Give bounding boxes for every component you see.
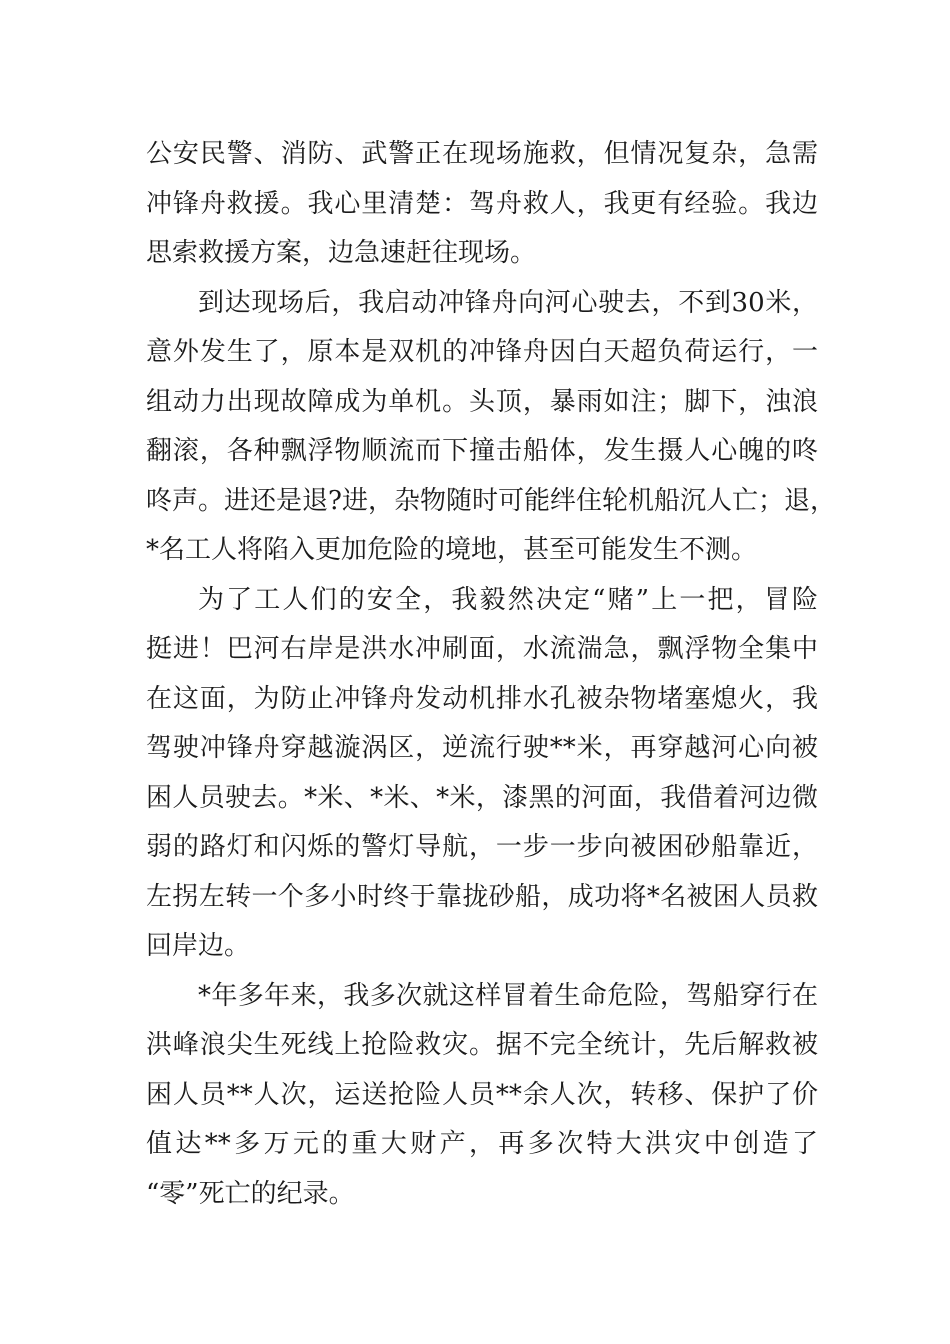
text-line: 困人员**人次，运送抢险人员**余人次，转移、保护了价 (146, 1079, 818, 1110)
text-line: 为了工人们的安全，我毅然决定“赌”上一把，冒险 (198, 584, 818, 615)
text-line: 在这面，为防止冲锋舟发动机排水孔被杂物堵塞熄火，我 (146, 683, 818, 714)
text-line: *年多年来，我多次就这样冒着生命危险，驾船穿行在 (198, 980, 818, 1011)
text-line: 冲锋舟救援。我心里清楚：驾舟救人，我更有经验。我边 (146, 188, 818, 219)
text-line: 翻滚，各种飘浮物顺流而下撞击船体，发生摄人心魄的咚 (146, 436, 818, 466)
text-line: 困人员驶去。*米、*米、*米，漆黑的河面，我借着河边微 (146, 782, 818, 813)
text-line: 思索救援方案，边急速赶往现场。 (146, 238, 537, 268)
body-text (146, 130, 836, 1219)
text-line: *名工人将陷入更加危险的境地，甚至可能发生不测。 (146, 535, 758, 565)
text-line: 组动力出现故障成为单机。头顶，暴雨如注；脚下，浊浪 (146, 386, 818, 417)
text-line: 到达现场后，我启动冲锋舟向河心驶去，不到30米， (198, 287, 818, 318)
text-line: 意外发生了，原本是双机的冲锋舟因白天超负荷运行，一 (146, 337, 818, 367)
text-line: 咚声。进还是退?进，杂物随时可能绊住轮机船沉人亡；退， (146, 485, 836, 516)
text-line: 值达**多万元的重大财产，再多次特大洪灾中创造了 (146, 1129, 818, 1159)
text-line: “零”死亡的纪录。 (146, 1178, 355, 1209)
text-line: 左拐左转一个多小时终于靠拢砂船，成功将*名被困人员救 (146, 881, 818, 912)
text-line: 公安民警、消防、武警正在现场施救，但情况复杂，急需 (146, 139, 818, 169)
text-line: 挺进！巴河右岸是洪水冲刷面，水流湍急，飘浮物全集中 (146, 634, 818, 664)
text-line: 驾驶冲锋舟穿越漩涡区，逆流行驶**米，再穿越河心向被 (146, 733, 818, 763)
text-line: 洪峰浪尖生死线上抢险救灾。据不完全统计，先后解救被 (146, 1030, 818, 1060)
text-line: 弱的路灯和闪烁的警灯导航，一步一步向被困砂船靠近， (146, 832, 818, 862)
text-line: 回岸边。 (146, 931, 251, 961)
